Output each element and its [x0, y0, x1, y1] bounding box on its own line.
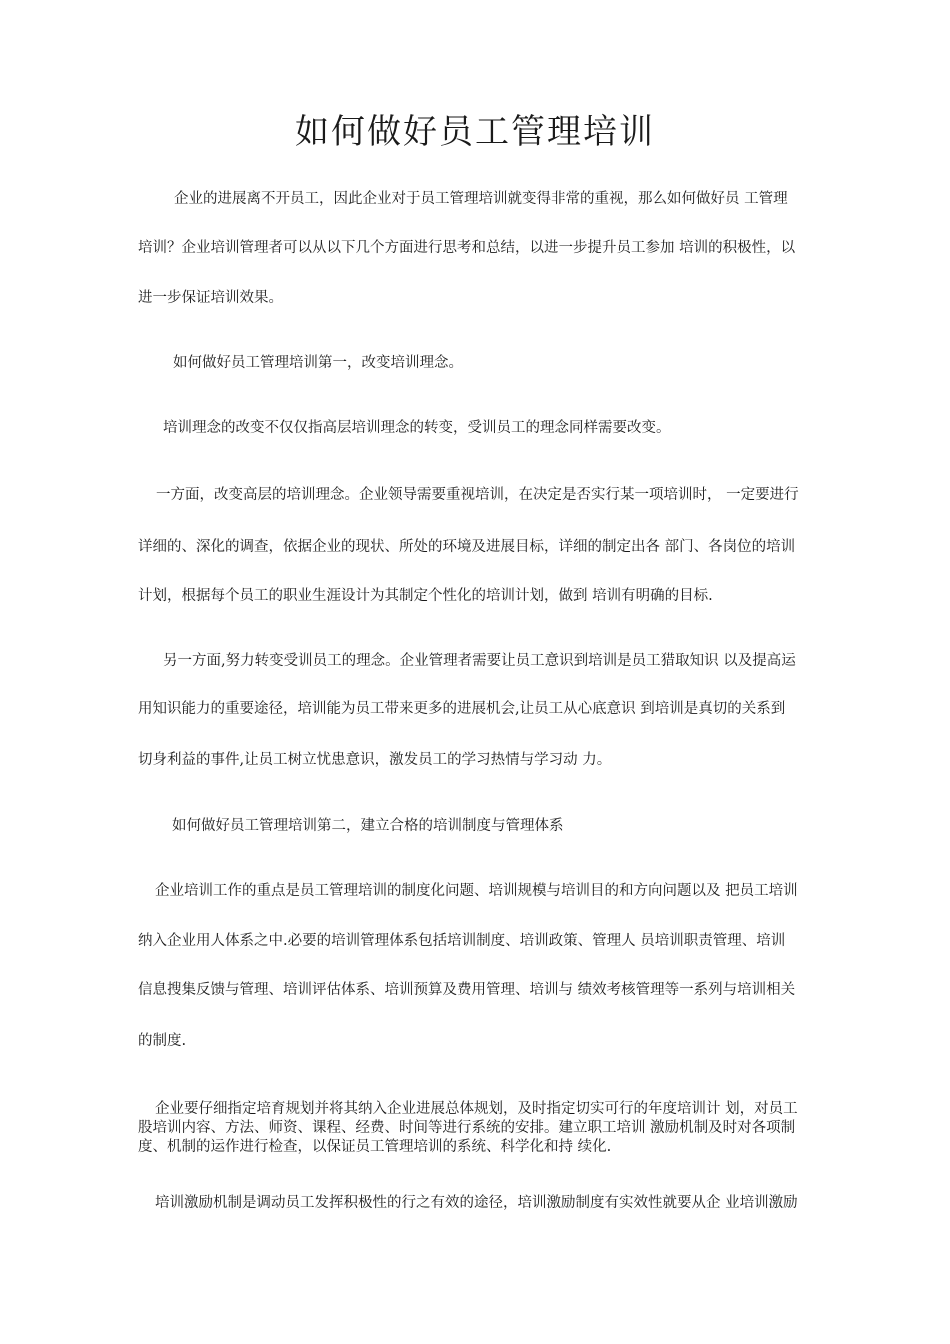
paragraph-4-line-2: 用知识能力的重要途径，培训能为员工带来更多的进展机会,让员工从心底意识 到培训是真切的关系到	[138, 701, 786, 717]
paragraph-3-line-2: 详细的、深化的调查，依据企业的现状、所处的环境及进展目标，详细的制定出各 部门、各岗位的培训	[138, 539, 796, 555]
paragraph-6-line-3: 度、机制的运作进行检查，以保证员工管理培训的系统、科学化和持 续化.	[138, 1139, 612, 1155]
paragraph-5-line-2: 纳入企业用人体系之中.必要的培训管理体系包括培训制度、培训政策、管理人 员培训职责管理、培训	[138, 933, 786, 949]
paragraph-1-line-2: 培训？企业培训管理者可以从以下几个方面进行思考和总结，以进一步提升员工参加 培训的积极性，以	[138, 240, 796, 256]
paragraph-5-line-4: 的制度.	[138, 1033, 187, 1049]
paragraph-1-line-1: 企业的进展离不开员工，因此企业对于员工管理培训就变得非常的重视，那么如何做好员 工管理	[174, 191, 788, 207]
section-heading-1: 如何做好员工管理培训第一，改变培训理念。	[173, 355, 463, 371]
paragraph-6-line-1: 企业要仔细指定培育规划并将其纳入企业进展总体规划，及时指定切实可行的年度培训计 划，对员工	[155, 1101, 798, 1117]
paragraph-3-line-1: 一方面，改变高层的培训理念。企业领导需要重视培训，在决定是否实行某一项培训时， 一定要进行	[156, 487, 799, 503]
paragraph-4-line-3: 切身利益的事件,让员工树立忧患意识，激发员工的学习热情与学习动 力。	[138, 752, 612, 768]
paragraph-4-line-1: 另一方面,努力转变受训员工的理念。企业管理者需要让员工意识到培训是员工猎取知识 以及提高运	[163, 653, 796, 669]
paragraph-6-line-2: 股培训内容、方法、师资、课程、经费、时间等进行系统的安排。建立职工培训 激励机制及时对各项制	[138, 1120, 796, 1136]
paragraph-3-line-3: 计划，根据每个员工的职业生涯设计为其制定个性化的培训计划，做到 培训有明确的目标.	[138, 588, 713, 604]
paragraph-6	[138, 1100, 828, 1157]
page-title: 如何做好员工管理培训	[295, 112, 655, 152]
section-heading-2: 如何做好员工管理培训第二，建立合格的培训制度与管理体系	[172, 818, 564, 834]
paragraph-7-line-1: 培训激励机制是调动员工发挥积极性的行之有效的途径，培训激励制度有实效性就要从企 业培训激励	[155, 1195, 798, 1211]
paragraph-1-line-3: 进一步保证培训效果。	[138, 290, 283, 306]
paragraph-2: 培训理念的改变不仅仅指高层培训理念的转变，受训员工的理念同样需要改变。	[163, 420, 671, 436]
paragraph-5-line-3: 信息搜集反馈与管理、培训评估体系、培训预算及费用管理、培训与 绩效考核管理等一系列与培训相关	[138, 982, 796, 998]
paragraph-5-line-1: 企业培训工作的重点是员工管理培训的制度化问题、培训规模与培训目的和方向问题以及 把员工培训	[155, 883, 798, 899]
